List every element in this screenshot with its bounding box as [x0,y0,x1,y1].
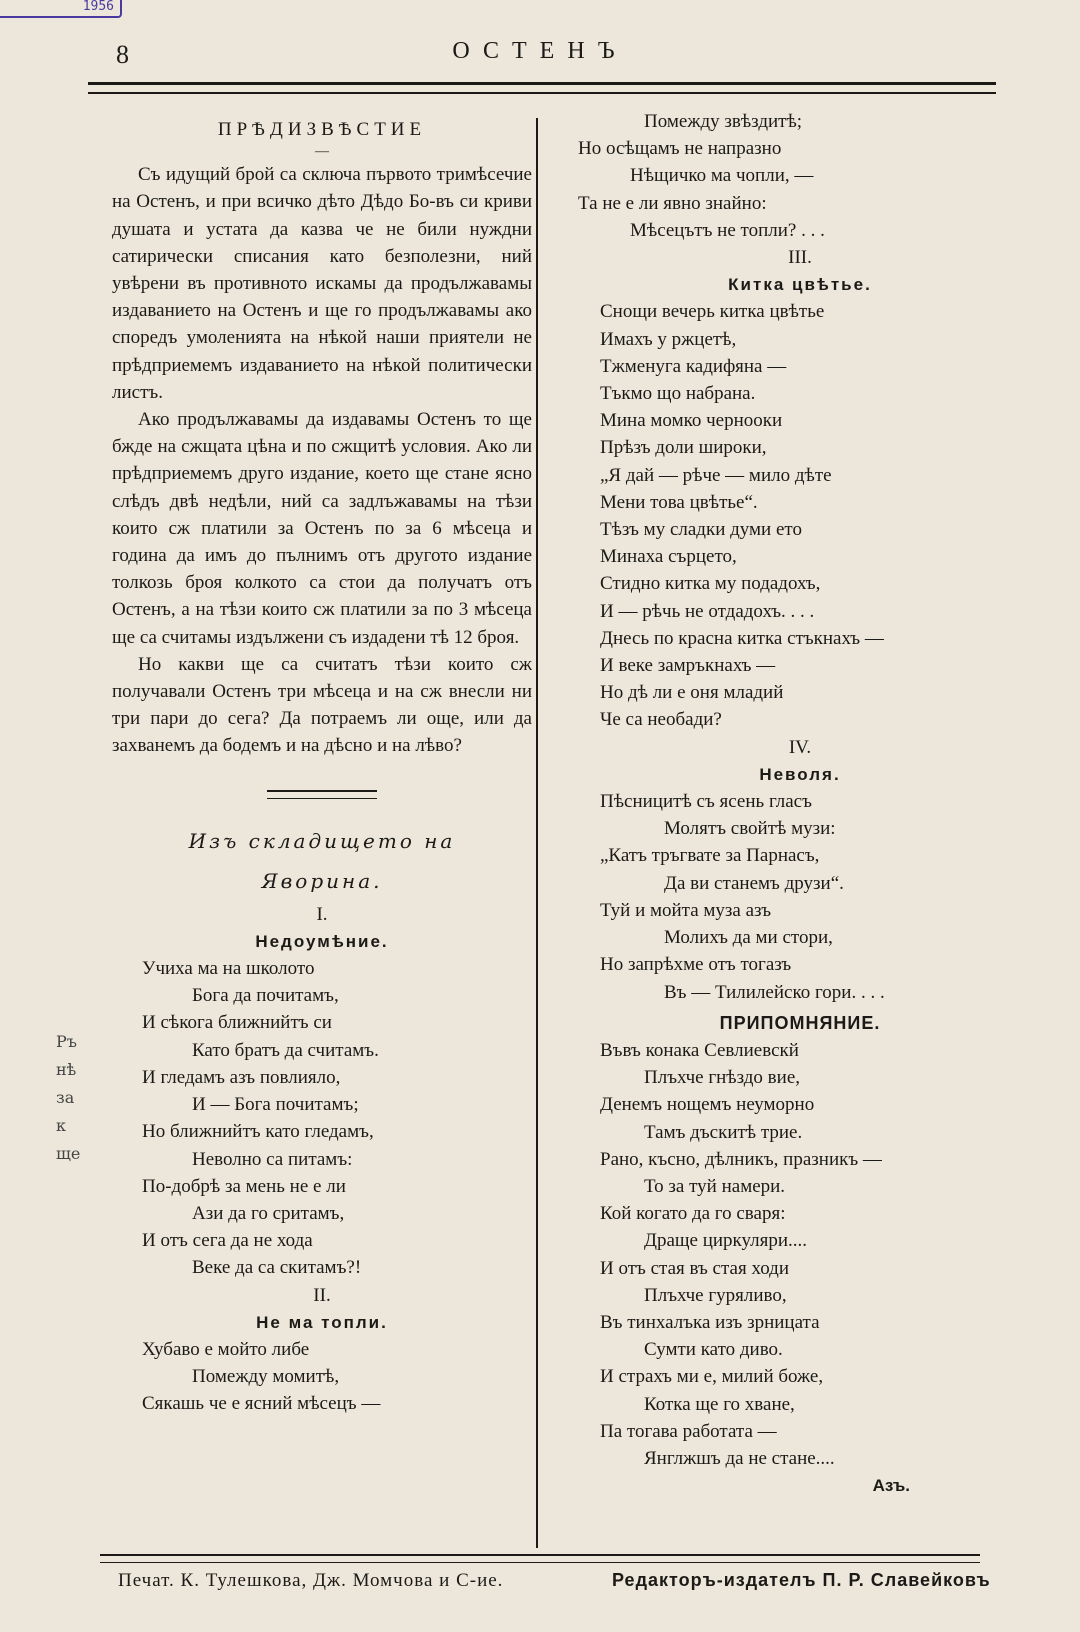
poem-line: Но осѣщамъ не напразно [578,138,782,160]
poem-line: Драще циркуляри.... [644,1230,808,1252]
poem-title: ПРИПОМНЯНИЕ. [719,1012,881,1033]
poem-line: Туй и мойта муза азъ [600,899,772,921]
poem-line: Тжменуга кадифяна — [600,355,787,377]
poem-title: Неволя. [759,764,841,784]
poem-line: „Я дай — рѣче — мило дѣте [600,464,832,486]
poem-line: И отъ сега да не хода [142,1230,313,1252]
poem-number: I. [316,903,328,925]
poem-line: Че са необади? [600,709,722,731]
poem-line: Котка ще го хване, [644,1393,795,1415]
section-ornament [267,790,377,799]
poem-line: И гледамъ азъ повлияло, [142,1066,341,1088]
poem-body [600,1037,1000,1472]
poem-line: То за туй намери. [644,1175,786,1197]
poem-line: Но запрѣхме отъ тогазъ [600,954,792,976]
poem-number: IV. [788,736,812,758]
poem-line: И — рѣчь не отдадохъ. . . . [600,600,815,622]
poem-line: Прѣзъ доли широки, [600,437,767,459]
printer-credit: Печат. К. Тулешкова, Дж. Момчова и С-ие. [118,1570,504,1591]
poem-line: Стидно китка му подадохъ, [600,573,821,595]
poem-number: II. [313,1284,331,1306]
poem-line: Учиха ма на школото [142,958,315,980]
poem-line: Но ближнийтъ като гледамъ, [142,1121,374,1143]
right-column [578,108,1000,1499]
poem-line: Плъхче гнѣздо вие, [644,1067,800,1089]
poem-line: Бога да почитамъ, [192,985,339,1007]
poem-line: Помежду момитѣ, [192,1366,340,1388]
poem-number: III. [788,247,812,269]
poem-title: Недоумѣние. [255,931,389,951]
poem-line: Веке да са скитамъ?! [192,1257,362,1279]
poem-line: И — Бога почитамъ; [192,1094,359,1116]
poem-line: Сумти като диво. [644,1339,783,1361]
poem-line: Въвъ конака Севлиевскй [600,1039,799,1061]
left-column [112,108,532,1418]
poem-line: Снощи вечерь китка цвѣтье [600,301,825,323]
poem-line: Минаха сърцето, [600,546,737,568]
poem-line: Да ви станемъ друзи“. [664,872,844,894]
poem-line: И страхъ ми е, милий боже, [600,1366,824,1388]
announcement-paragraph: Ако продължавамы да издавамы Остенъ то ще бжде на сжщата цѣна и по сжщитѣ условия. Ако ли прѣдприемемъ друго издание, което ще стане ясно слѣдъ двѣ недѣли, ний са задлъжавамы на тѣзи които сж платили за Остенъ по за 6 мѣсеца и година да имъ до пълнимъ отъ другото издание толкозь броя колкото са стои да получатъ отъ Остенъ, а на тѣзи които сж платили за по 3 мѣсеца ще са считамы издължени съ издадени тѣ 12 броя. [112,409,532,648]
section-title: Изъ складището на [188,828,456,853]
poem-line: И отъ стая въ стая ходи [600,1257,790,1279]
editor-credit: Редакторъ-издателъ П. Р. Славейковъ [612,1570,991,1590]
section-title-author: Яворина. [261,868,383,893]
poem-line: Та не е ли явно знайно: [578,192,767,214]
poem-title: Не ма топли. [256,1312,388,1332]
torn-fragment: нѣ [56,1060,77,1079]
poem-line: Тамъ дъскитѣ трие. [644,1121,803,1143]
poem-body-continued [578,108,1000,244]
poem-title: Китка цвѣтье. [728,275,872,295]
heading-dash: — [315,144,329,160]
announcement-heading: ПРѢДИЗВѢСТИЕ [217,119,427,140]
torn-fragment: ще [56,1144,81,1163]
poem-line: Сякашь че е ясний мѣсецъ — [142,1393,381,1415]
poem-line: Въ — Тилилейско гори. . . . [664,981,885,1003]
poem-line: „Катъ тръгвате за Парнасъ, [600,845,820,867]
poem-line: Имахъ у ржцетѣ, [600,328,737,350]
poem-line: Молятъ свойтѣ музи: [664,818,836,840]
poem-line: Па тогава работата — [600,1420,777,1442]
footer-rule [100,1554,980,1563]
poem-line: Мѣсецътъ не топли? . . . [630,219,825,241]
announcement-paragraph: Но какви ще са считатъ тѣзи които сж получавали Остенъ три мѣсеца и на сж внесли ни три пари до сега? Да потраемъ ли още, или да захванемъ да бодемъ и на дѣсно и на лѣво? [112,653,532,757]
torn-margin [56,1028,86,1163]
poem-line: И веке замръкнахъ — [600,655,776,677]
torn-fragment: Ръ [56,1032,77,1051]
poem-line: Днесь по красна китка стъкнахъ — [600,627,884,649]
poem-line: Като братъ да считамъ. [192,1039,379,1061]
poem-line: Тѣзъ му сладки думи ето [600,519,802,541]
poem-line: Янглжшъ да не стане.... [644,1447,835,1469]
poem-line: Хубаво е мойто либе [142,1338,310,1360]
masthead-title: ОСТЕНЪ [452,38,628,64]
announcement-paragraph: Съ идущий брой са сключа първото тримѣсечие на Остенъ, и при всичко дѣто Дѣдо Бо-въ си криви душата и устата да казва че не били нуждни сатирически списания като безполезни, ний увѣрени въ противното искамы да продължавамы издаванието на Остенъ и ще го продължавамы ако споредъ умоленията на нѣкой наши приятели не прѣдприемемъ издаванието на нѣкой политически листъ. [112,164,532,403]
library-stamp: 1956 [0,0,122,18]
author-signature: Азъ. [872,1476,910,1496]
poem-line: Ази да го сритамъ, [192,1202,345,1224]
poem-line: Плъхче гуряливо, [644,1284,787,1306]
poem-line: Нѣщичко ма чопли, — [630,165,814,187]
poem-line: Кой когато да го сваря: [600,1203,786,1225]
torn-fragment: за к [56,1088,75,1135]
poem-line: Мени това цвѣтье“. [600,491,758,513]
poem-line: По-добрѣ за мень не е ли [142,1175,346,1197]
poem-line: Неволно са питамъ: [192,1148,353,1170]
poem-body [600,788,1000,1006]
poem-line: Но дѣ ли е оня младий [600,682,784,704]
poem-line: Рано, късно, дѣлникъ, празникъ — [600,1148,882,1170]
poem-line: Помежду звѣздитѣ; [644,111,803,132]
header-rule [88,82,996,94]
poem-line: Молихъ да ми стори, [664,927,833,949]
page-number: 8 [116,40,129,69]
poem-line: Денемъ нощемъ неуморно [600,1094,815,1116]
poem-body [112,955,532,1281]
poem-body [112,1336,532,1418]
poem-line: И сѣкога ближнийтъ си [142,1012,332,1034]
poem-line: Тъкмо що набрана. [600,383,756,405]
poem-line: Пѣсницитѣ съ ясень гласъ [600,791,812,813]
poem-body [600,298,1000,733]
poem-line: Мина момко черноoки [600,410,783,432]
poem-line: Въ тинхалъка изъ зрницата [600,1311,820,1333]
column-divider [536,118,538,1548]
